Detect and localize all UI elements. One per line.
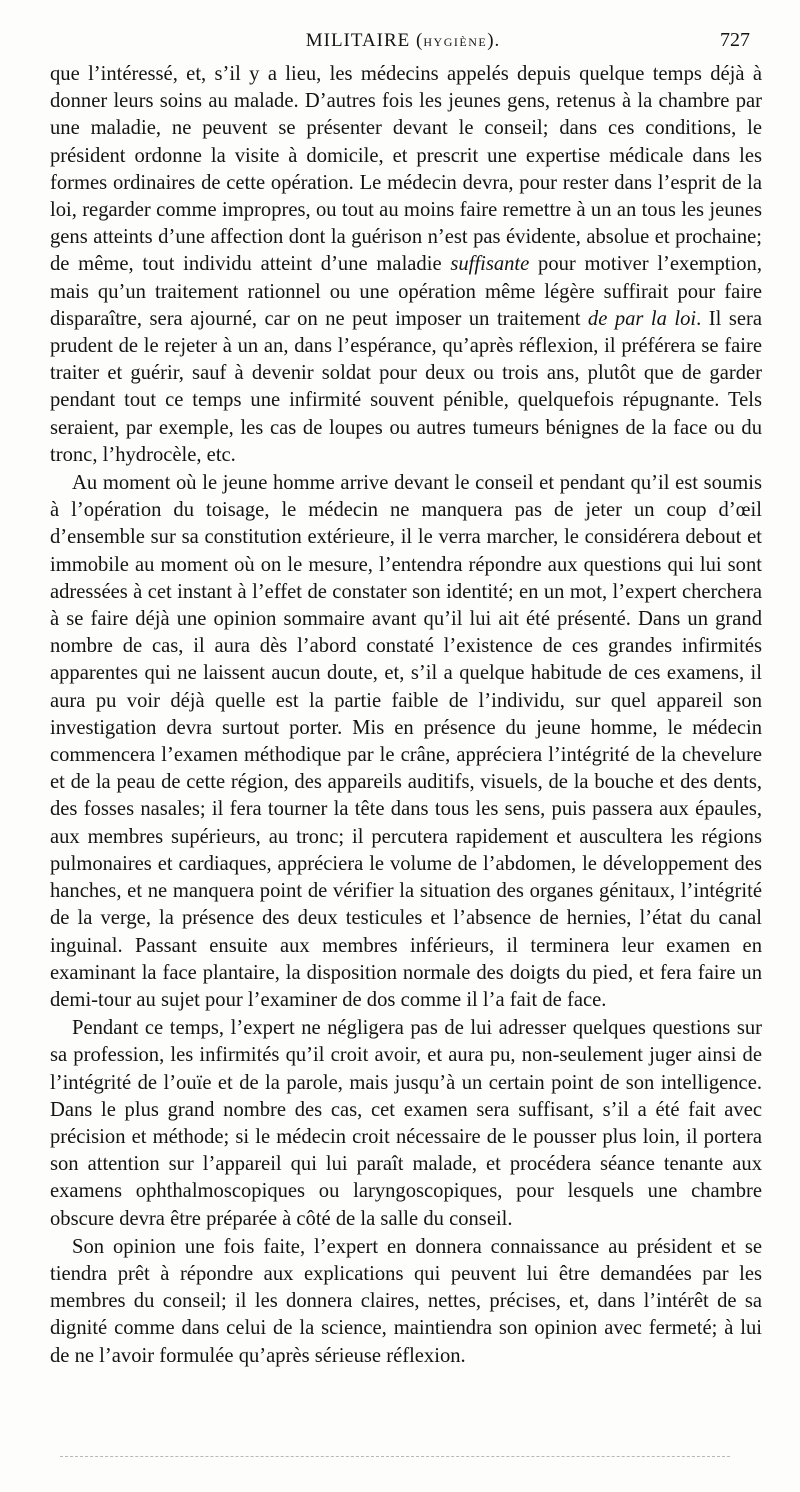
running-title-end: ). bbox=[487, 30, 501, 51]
paragraph-text: pour motiver l’exemption, mais qu’un traitement rationnel ou une opération même légère suffirait pour faire disparaître, sera ajourné, car on ne peut imposer un traitement bbox=[50, 253, 762, 330]
paragraph-1 bbox=[50, 61, 762, 469]
italic-text: suffisante bbox=[450, 253, 530, 276]
paragraph-text: Son opinion une fois faite, l’expert en donnera connaissance au président et se tiendra prêt à répondre aux explications qui peuvent lui être demandées par les membres du conseil; il les donnera claires, nettes, précises, et, dans l’intérêt de sa dignité comme dans celui de la science, maintiendra son opinion avec fermeté; à lui de ne l’avoir formulée qu’après sérieuse réflexion. bbox=[50, 1235, 762, 1367]
running-title bbox=[50, 30, 756, 52]
footer-rule bbox=[60, 1456, 730, 1457]
running-title-subtitle: HYGIÈNE bbox=[423, 35, 488, 49]
paragraph-2 bbox=[50, 470, 762, 1014]
paragraph-3 bbox=[50, 1015, 762, 1233]
page-number: 727 bbox=[720, 29, 750, 51]
italic-text: de par la loi bbox=[587, 307, 697, 330]
page-header bbox=[50, 30, 756, 60]
paragraph-text: que l’intéressé, et, s’il y a lieu, les médecins appelés depuis quelque temps déjà à donner leurs soins au malade. D’autres fois les jeunes gens, retenus à la chambre par une maladie, ne peuvent se présenter devant le conseil; dans ces conditions, le président ordonne la visite à domicile, et prescrit une expertise médicale dans les formes ordinaires de cette opération. Le médecin devra, pour rester dans l’esprit de la loi, regarder comme impropres, ou tout au moins faire remettre à un an tous les jeunes gens atteints d’une affection dont la guérison n’est pas évidente, absolue et prochaine; de même, tout individu atteint d’une maladie bbox=[50, 63, 762, 276]
body-text bbox=[50, 61, 762, 1370]
running-title-main: MILITAIRE ( bbox=[305, 30, 424, 51]
paragraph-4 bbox=[50, 1234, 762, 1370]
paragraph-text: . Il sera prudent de le rejeter à un an, dans l’espérance, qu’après réflexion, il préférera se faire traiter et guérir, sauf à devenir soldat pour deux ou trois ans, plutôt que de garder pendant tout ce temps une infirmité souvent pénible, quelquefois répugnante. Tels seraient, par exemple, les cas de loupes ou autres tumeurs bénignes de la face ou du tronc, l’hydrocèle, etc. bbox=[50, 307, 762, 466]
paragraph-text: Au moment où le jeune homme arrive devant le conseil et pendant qu’il est soumis à l’opération du toisage, le médecin ne manquera pas de jeter un coup d’œil d’ensemble sur sa constitution extérieure, il le verra marcher, le considérera debout et immobile au moment où on le mesure, l’entendra répondre aux questions qui lui sont adressées à cet instant à l’effet de constater son identité; en un mot, l’expert cherchera à se faire déjà une opinion sommaire avant qu’il lui ait été présenté. Dans un grand nombre de cas, il aura dès l’abord constaté l’existence de ces grandes infirmités apparentes qui ne laissent aucun doute, et, s’il a quelque habitude de ces examens, il aura pu voir déjà quelle est la partie faible de l’individu, sur quel appareil son investigation devra surtout porter. Mis en présence du jeune homme, le médecin commencera l’examen méthodique par le crâne, appréciera l’intégrité de la chevelure et de la peau de cette région, des appareils auditifs, visuels, de la bouche et des dents, des fosses nasales; il fera tourner la tête dans tous les sens, puis passera aux épaules, aux membres supérieurs, au tronc; il percutera rapidement et auscultera les régions pulmonaires et cardiaques, appréciera le volume de l’abdomen, le développement des hanches, et ne manquera point de vérifier la situation des organes génitaux, l’intégrité de la verge, la présence des deux testicules et l’absence de hernies, l’état du canal inguinal. Passant ensuite aux membres inférieurs, il terminera leur examen en examinant la face plantaire, la disposition normale des doigts du pied, et fera faire un demi-tour au sujet pour l’examiner de dos comme il l’a fait de face. bbox=[50, 472, 762, 1011]
paragraph-text: Pendant ce temps, l’expert ne négligera pas de lui adresser quelques questions sur sa profession, les infirmités qu’il croit avoir, et aura pu, non-seulement juger ainsi de l’intégrité de l’ouïe et de la parole, mais jusqu’à un certain point de son intelligence. Dans le plus grand nombre des cas, cet examen sera suffisant, s’il a été fait avec précision et méthode; si le médecin croit nécessaire de le pousser plus loin, il portera son attention sur l’appareil qui lui paraît malade, et procédera séance tenante aux examens ophthalmoscopiques ou laryngoscopiques, pour lesquels une chambre obscure devra être préparée à côté de la salle du conseil. bbox=[50, 1017, 762, 1230]
